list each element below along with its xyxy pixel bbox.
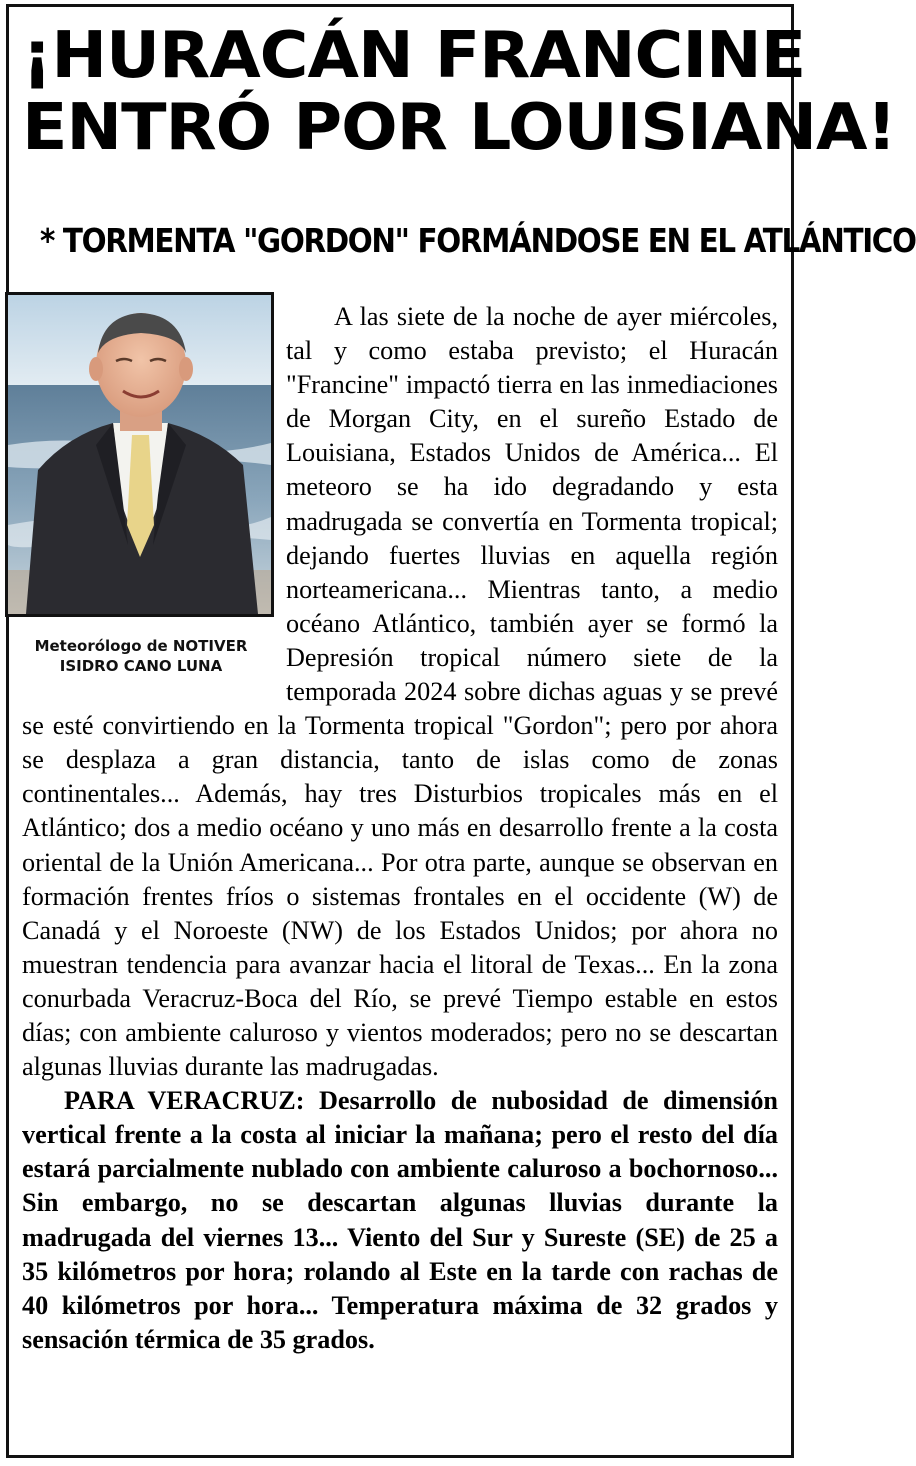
- photo-wrap-space: [22, 300, 286, 708]
- headline-line-2: ENTRÓ POR LOUISIANA!: [22, 91, 896, 165]
- headline: [22, 19, 896, 165]
- caption-line-2: ISIDRO CANO LUNA: [59, 657, 223, 675]
- caption-line-1: Meteorólogo de NOTIVER: [34, 637, 248, 655]
- article-paragraph-1: A las siete de la noche de ayer miércoles, tal y como estaba previsto; el Huracán "Francine" impactó tierra en las inmediaciones de Morgan City, en el sureño Estado de Louisiana, Estados Unidos de América... El meteoro se ha ido degradando y esta madrugada se convertía en Tormenta tropical; dejando fuertes lluvias en aquella región norteamericana... Mientras tanto, a medio océano Atlántico, también ayer se formó la Depresión tropical número siete de la temporada 2024 sobre dichas aguas y se prevé se esté convirtiendo en la Tormenta tropical "Gordon"; pero por ahora se desplaza a gran distancia, tanto de islas como de zonas continentales... Además, hay tres Disturbios tropicales más en el Atlántico; dos a medio océano y uno más en desarrollo frente a la costa oriental de la Unión Americana... Por otra parte, aunque se observan en formación frentes fríos o sistemas frontales en el occidente (W) de Canadá y el Noroeste (NW) de los Estados Unidos; por ahora no muestran tendencia para avanzar hacia el litoral de Texas... En la zona conurbada Veracruz-Boca del Río, se prevé Tiempo estable en estos días; con ambiente caluroso y vientos moderados; pero no se descartan algunas lluvias durante las madrugadas.: [22, 302, 778, 1082]
- article-body: [22, 300, 778, 1357]
- subheadline: * TORMENTA "GORDON" FORMÁNDOSE EN EL ATLÁNTICO: [40, 221, 916, 260]
- veracruz-forecast-paragraph: PARA VERACRUZ: Desarrollo de nubosidad de dimensión vertical frente a la costa al iniciar la mañana; pero el resto del día estará parcialmente nublado con ambiente caluroso a bochornoso... Sin embargo, no se descartan algunas lluvias durante la madrugada del viernes 13... Viento del Sur y Sureste (SE) de 25 a 35 kilómetros por hora; rolando al Este en la tarde con rachas de 40 kilómetros por hora... Temperatura máxima de 32 grados y sensación térmica de 35 grados.: [22, 1086, 778, 1354]
- headline-line-1: ¡HURACÁN FRANCINE: [22, 19, 806, 93]
